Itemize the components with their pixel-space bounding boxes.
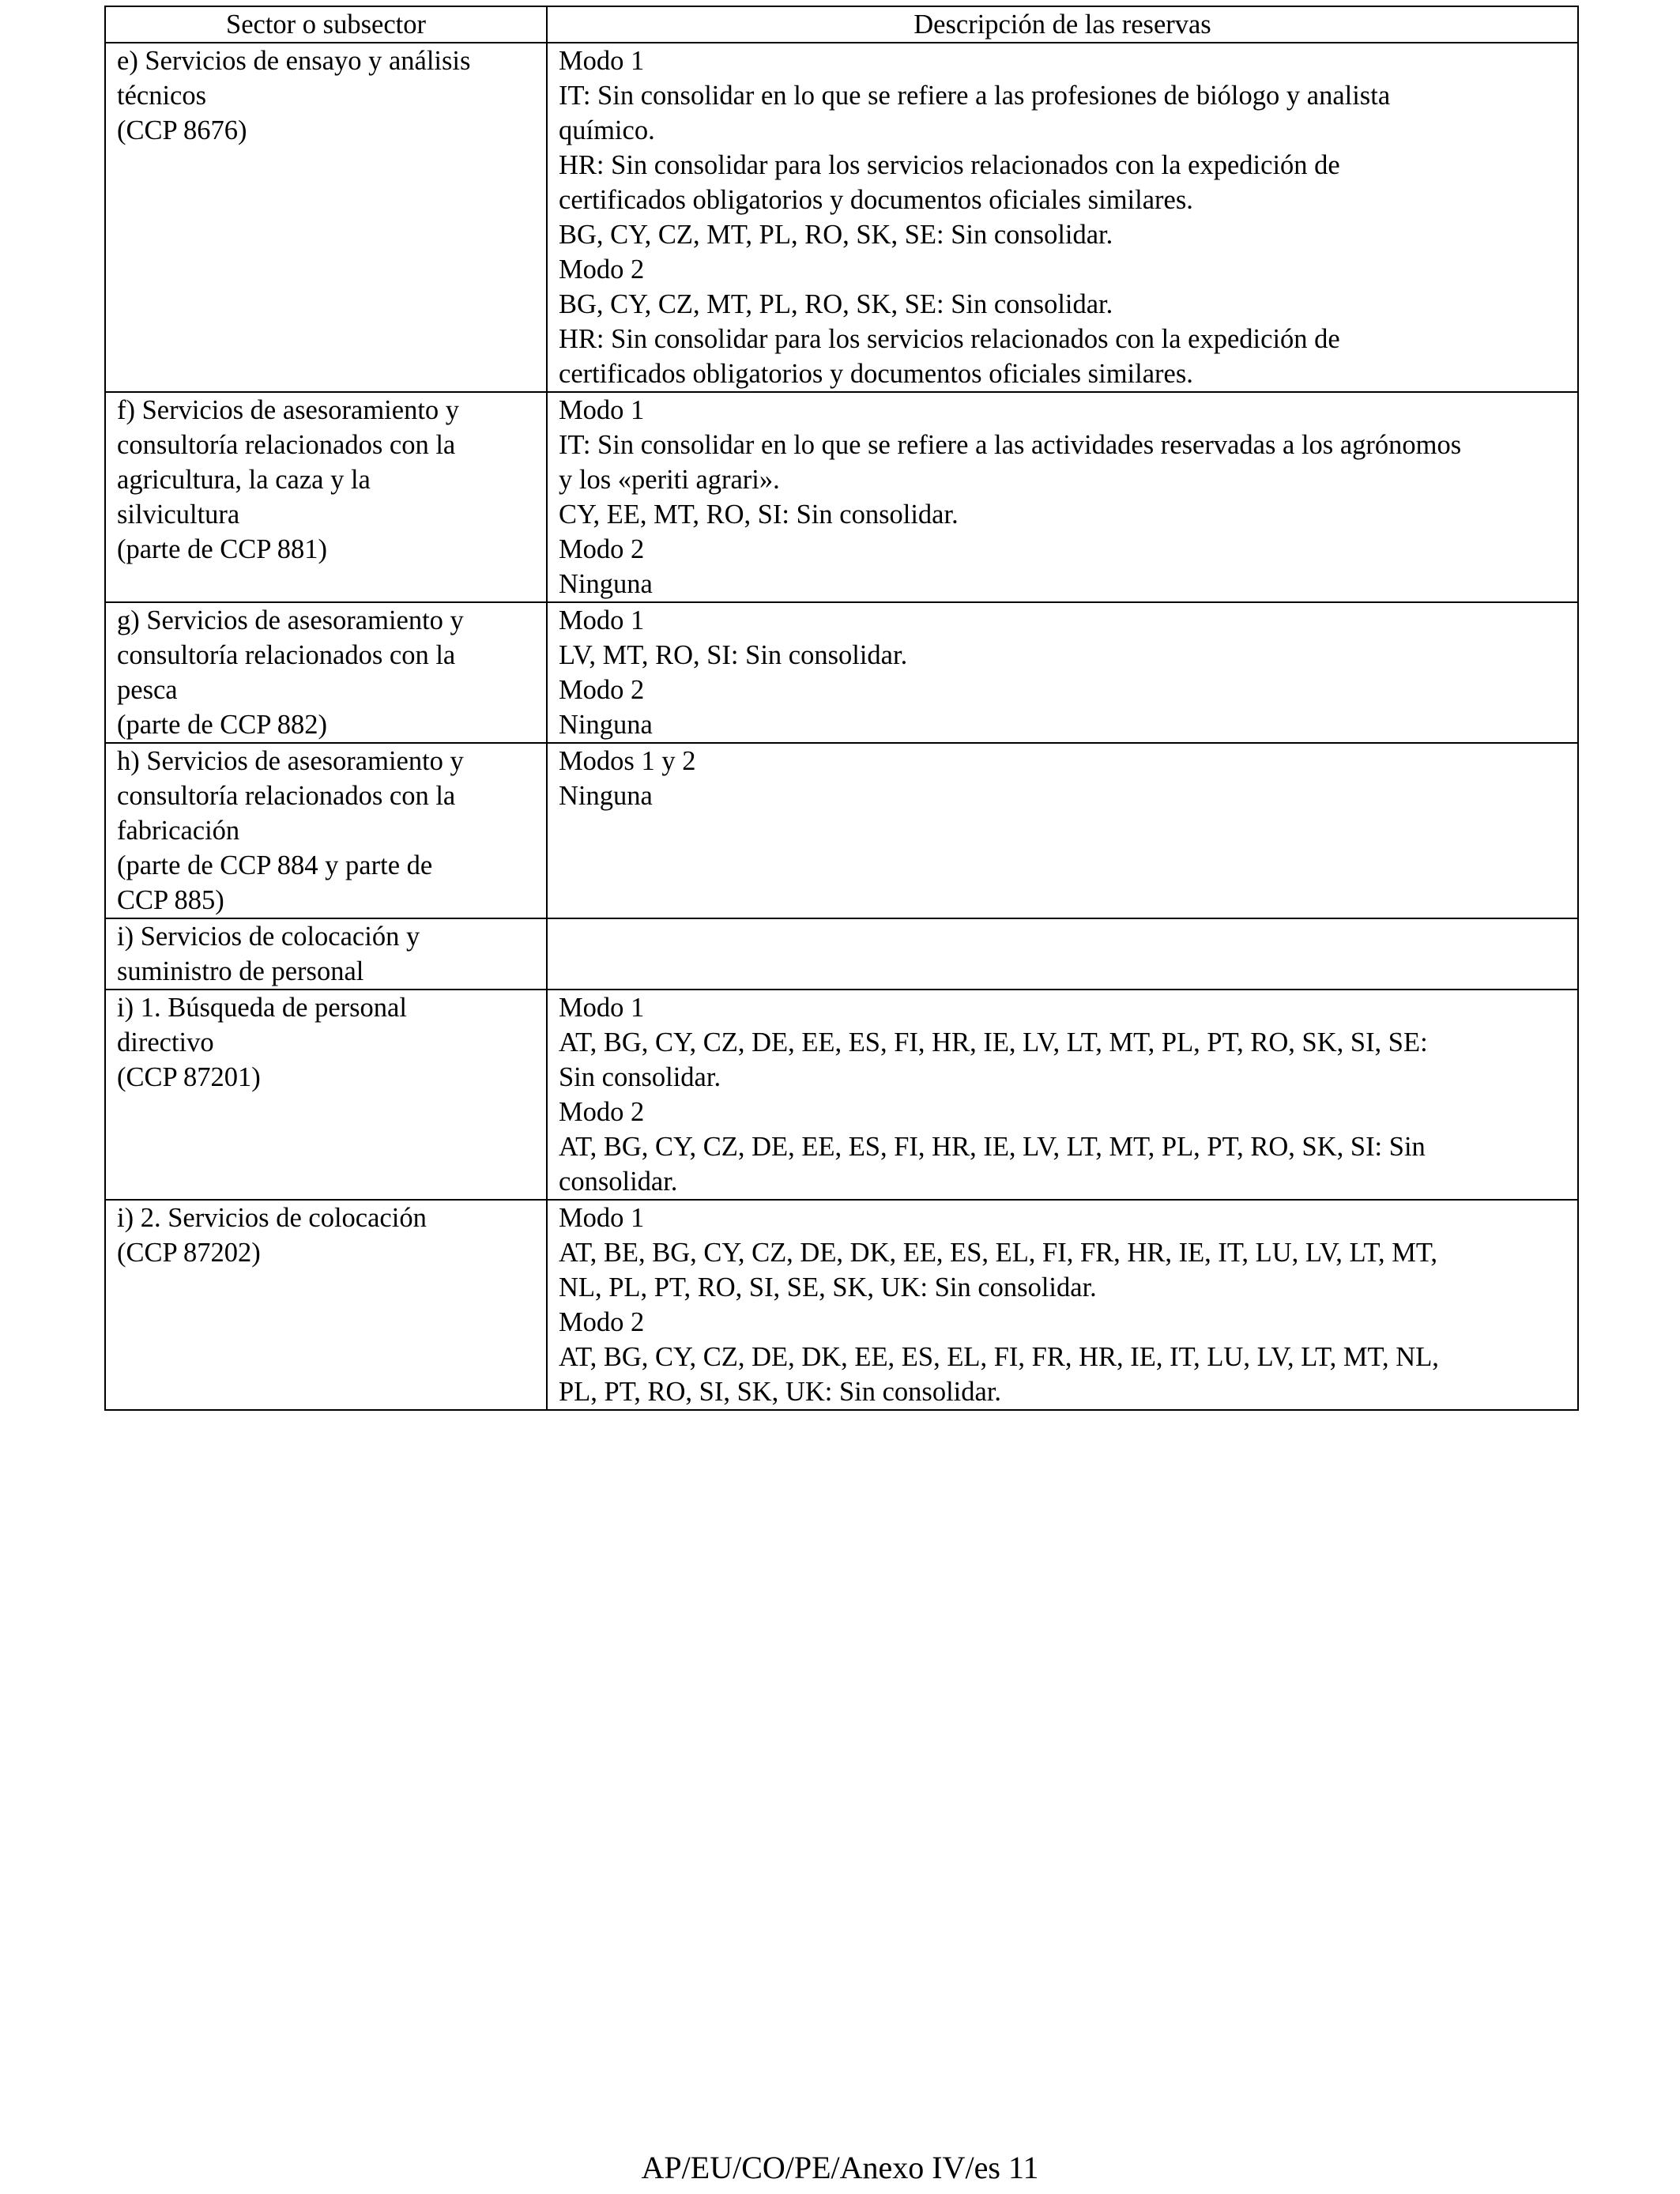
description-line: Modo 1 xyxy=(559,605,645,635)
description-cell xyxy=(547,1200,1578,1410)
sector-line: (CCP 8676) xyxy=(117,115,247,145)
sector-cell xyxy=(105,43,547,392)
description-line: consolidar. xyxy=(559,1167,678,1197)
sector-line: pesca xyxy=(117,675,178,705)
description-cell xyxy=(547,602,1578,743)
description-cell xyxy=(547,918,1578,990)
table-row xyxy=(105,990,1578,1200)
description-line: Modo 1 xyxy=(559,395,645,425)
description-line: Ninguna xyxy=(559,710,653,740)
description-line: AT, BG, CY, CZ, DE, DK, EE, ES, EL, FI, FR, HR, IE, IT, LU, LV, LT, MT, NL, xyxy=(559,1342,1439,1372)
sector-line: silvicultura xyxy=(117,499,240,530)
sector-line: f) Servicios de asesoramiento y xyxy=(117,395,460,425)
sector-line: i) Servicios de colocación y xyxy=(117,922,420,952)
sector-line: (CCP 87202) xyxy=(117,1238,261,1268)
sector-line: agricultura, la caza y la xyxy=(117,465,371,495)
description-line: Modo 2 xyxy=(559,1307,645,1337)
page-footer: AP/EU/CO/PE/Anexo IV/es 11 xyxy=(641,2150,1039,2185)
header-description: Descripción de las reservas xyxy=(547,6,1578,43)
table-row xyxy=(105,918,1578,990)
sector-line: h) Servicios de asesoramiento y xyxy=(117,746,464,776)
sector-line: (parte de CCP 882) xyxy=(117,710,328,740)
description-line: BG, CY, CZ, MT, PL, RO, SK, SE: Sin consolidar. xyxy=(559,220,1113,250)
description-line: Ninguna xyxy=(559,569,653,599)
description-line: Modo 1 xyxy=(559,46,645,76)
description-line: IT: Sin consolidar en lo que se refiere a las actividades reservadas a los agrónomos xyxy=(559,430,1462,460)
sector-line: consultoría relacionados con la xyxy=(117,430,456,460)
table-row xyxy=(105,743,1578,918)
sector-line: e) Servicios de ensayo y análisis xyxy=(117,46,471,76)
sector-cell xyxy=(105,392,547,602)
sector-cell xyxy=(105,743,547,918)
description-cell xyxy=(547,743,1578,918)
description-cell xyxy=(547,43,1578,392)
header-sector: Sector o subsector xyxy=(105,6,547,43)
sector-cell xyxy=(105,918,547,990)
sector-line: CCP 885) xyxy=(117,885,224,915)
description-line: Modo 2 xyxy=(559,675,645,705)
description-line: certificados obligatorios y documentos oficiales similares. xyxy=(559,359,1193,389)
description-line: Ninguna xyxy=(559,781,653,811)
description-line: certificados obligatorios y documentos oficiales similares. xyxy=(559,185,1193,215)
description-line: HR: Sin consolidar para los servicios relacionados con la expedición de xyxy=(559,150,1340,180)
sector-line: (parte de CCP 884 y parte de xyxy=(117,850,433,880)
sector-line: (CCP 87201) xyxy=(117,1062,261,1092)
table-body xyxy=(105,43,1578,1410)
sector-cell xyxy=(105,602,547,743)
sector-cell xyxy=(105,990,547,1200)
description-line: Modo 1 xyxy=(559,1203,645,1233)
table-row xyxy=(105,1200,1578,1410)
description-line: CY, EE, MT, RO, SI: Sin consolidar. xyxy=(559,499,959,530)
sector-line: técnicos xyxy=(117,81,207,111)
description-line: HR: Sin consolidar para los servicios relacionados con la expedición de xyxy=(559,324,1340,354)
table-row xyxy=(105,392,1578,602)
description-line: AT, BG, CY, CZ, DE, EE, ES, FI, HR, IE, LV, LT, MT, PL, PT, RO, SK, SI, SE: xyxy=(559,1027,1428,1057)
description-line: Modo 2 xyxy=(559,534,645,564)
description-line: BG, CY, CZ, MT, PL, RO, SK, SE: Sin consolidar. xyxy=(559,289,1113,319)
description-line: Sin consolidar. xyxy=(559,1062,721,1092)
description-cell xyxy=(547,392,1578,602)
description-line: LV, MT, RO, SI: Sin consolidar. xyxy=(559,640,908,670)
sector-line: consultoría relacionados con la xyxy=(117,640,456,670)
sector-line: suministro de personal xyxy=(117,956,364,986)
table-row xyxy=(105,43,1578,392)
description-line: químico. xyxy=(559,115,655,145)
sector-line: fabricación xyxy=(117,816,240,846)
sector-line: i) 2. Servicios de colocación xyxy=(117,1203,427,1233)
description-line: y los «periti agrari». xyxy=(559,465,780,495)
table-header-row xyxy=(105,6,1578,43)
description-line: PL, PT, RO, SI, SK, UK: Sin consolidar. xyxy=(559,1377,1002,1407)
description-line: Modo 2 xyxy=(559,1097,645,1127)
description-line: IT: Sin consolidar en lo que se refiere a las profesiones de biólogo y analista xyxy=(559,81,1391,111)
description-line: AT, BE, BG, CY, CZ, DE, DK, EE, ES, EL, FI, FR, HR, IE, IT, LU, LV, LT, MT, xyxy=(559,1238,1438,1268)
description-line: NL, PL, PT, RO, SI, SE, SK, UK: Sin consolidar. xyxy=(559,1272,1097,1302)
sector-cell xyxy=(105,1200,547,1410)
sector-line: (parte de CCP 881) xyxy=(117,534,328,564)
description-line: AT, BG, CY, CZ, DE, EE, ES, FI, HR, IE, LV, LT, MT, PL, PT, RO, SK, SI: Sin xyxy=(559,1132,1426,1162)
description-line: Modos 1 y 2 xyxy=(559,746,696,776)
table-row xyxy=(105,602,1578,743)
reserves-table xyxy=(104,6,1579,1411)
sector-line: consultoría relacionados con la xyxy=(117,781,456,811)
sector-line: i) 1. Búsqueda de personal xyxy=(117,993,407,1023)
description-cell xyxy=(547,990,1578,1200)
description-line: Modo 1 xyxy=(559,993,645,1023)
description-line: Modo 2 xyxy=(559,254,645,285)
sector-line: directivo xyxy=(117,1027,214,1057)
sector-line: g) Servicios de asesoramiento y xyxy=(117,605,464,635)
